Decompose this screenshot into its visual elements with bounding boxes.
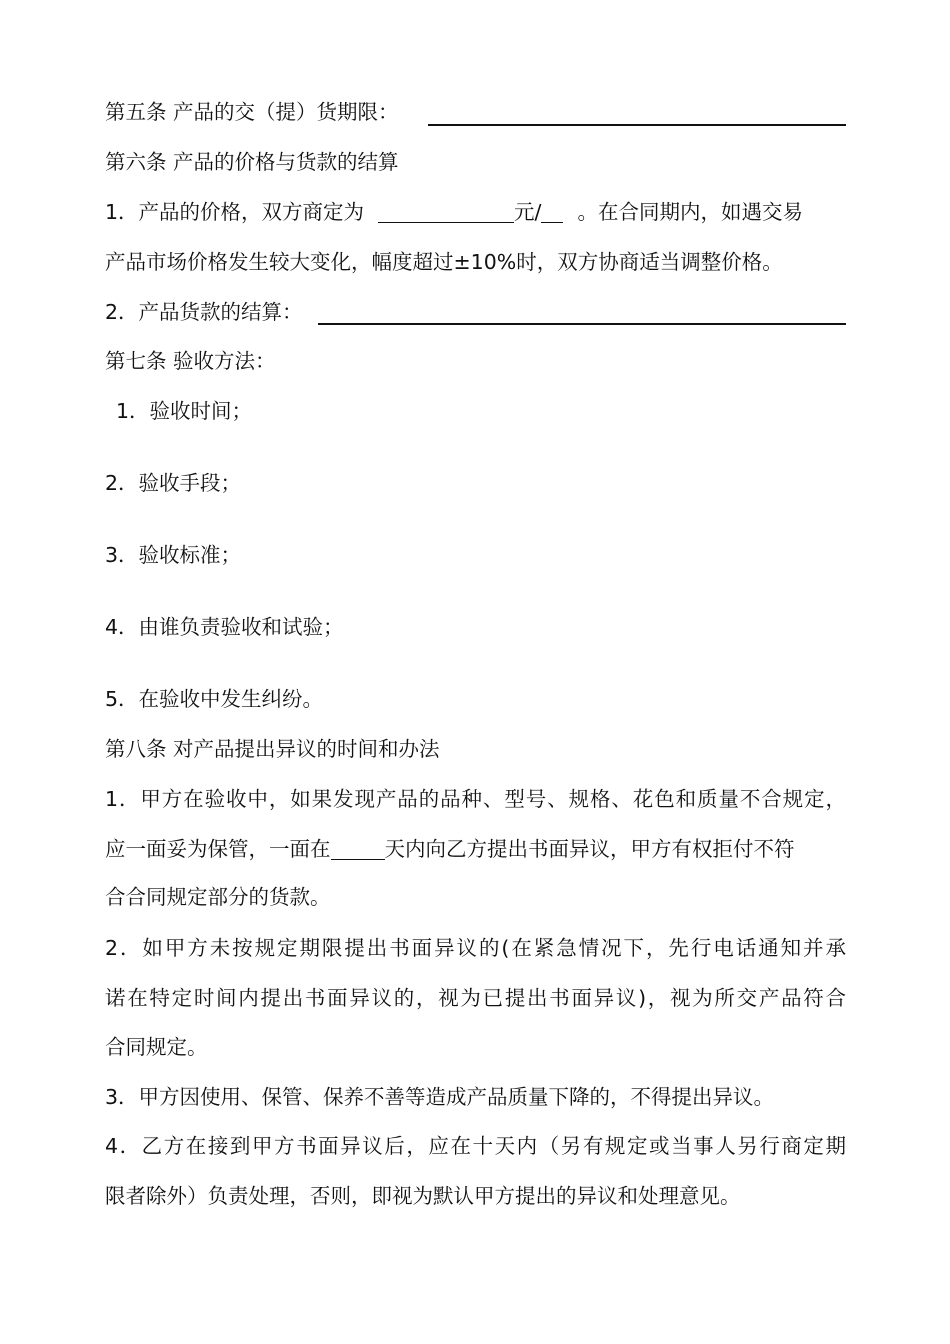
article8-p1-line1: 1．甲方在验收中，如果发现产品的品种、型号、规格、花色和质量不合规定， — [105, 787, 846, 811]
delivery-term-blank — [428, 124, 846, 126]
article7-item-3: 3．验收标准； — [105, 543, 242, 567]
price-suffix: 。在合同期内，如遇交易 — [577, 200, 803, 224]
objection-days-blank — [331, 837, 385, 860]
objection-days-prefix: 应一面妥为保管，一面在 — [105, 837, 331, 861]
article6-heading: 第六条 产品的价格与货款的结算 — [105, 150, 399, 174]
article8-p2-line3: 合同规定。 — [105, 1035, 208, 1059]
article7-item-1: 1．验收时间； — [116, 399, 253, 423]
objection-days-suffix: 天内向乙方提出书面异议，甲方有权拒付不符 — [384, 837, 795, 861]
article8-p3: 3．甲方因使用、保管、保养不善等造成产品质量下降的，不得提出异议。 — [105, 1085, 775, 1109]
article6-item2: 2．产品货款的结算： — [105, 300, 303, 324]
article7-heading: 第七条 验收方法： — [105, 349, 276, 373]
article8-p1-line2 — [105, 834, 795, 864]
article8-p1-line3: 合合同规定部分的货款。 — [105, 885, 331, 909]
price-unit: 元/ — [514, 200, 542, 224]
article7-item-5: 5．在验收中发生纠纷。 — [105, 687, 324, 711]
article6-item1-line2: 产品市场价格发生较大变化，幅度超过±10%时，双方协商适当调整价格。 — [105, 250, 783, 274]
article5-label: 第五条 产品的交（提）货期限： — [105, 100, 399, 124]
article8-p4-line2: 限者除外）负责处理，否则，即视为默认甲方提出的异议和处理意见。 — [105, 1184, 741, 1208]
article8-p4-line1: 4．乙方在接到甲方书面异议后，应在十天内（另有规定或当事人另行商定期 — [105, 1134, 846, 1158]
price-prefix: 1．产品的价格，双方商定为 — [105, 200, 365, 224]
price-blank — [378, 200, 514, 223]
article6-item1-line1 — [105, 197, 803, 227]
article7-item-2: 2．验收手段； — [105, 471, 242, 495]
article8-p2-line2: 诺在特定时间内提出书面异议的，视为已提出书面异议)，视为所交产品符合 — [105, 986, 846, 1010]
article8-heading: 第八条 对产品提出异议的时间和办法 — [105, 737, 440, 761]
article7-item-4: 4．由谁负责验收和试验； — [105, 615, 344, 639]
article8-p2-line1: 2．如甲方未按规定期限提出书面异议的(在紧急情况下，先行电话通知并承 — [105, 936, 846, 960]
settlement-blank — [318, 323, 846, 325]
unit-blank — [541, 200, 563, 223]
